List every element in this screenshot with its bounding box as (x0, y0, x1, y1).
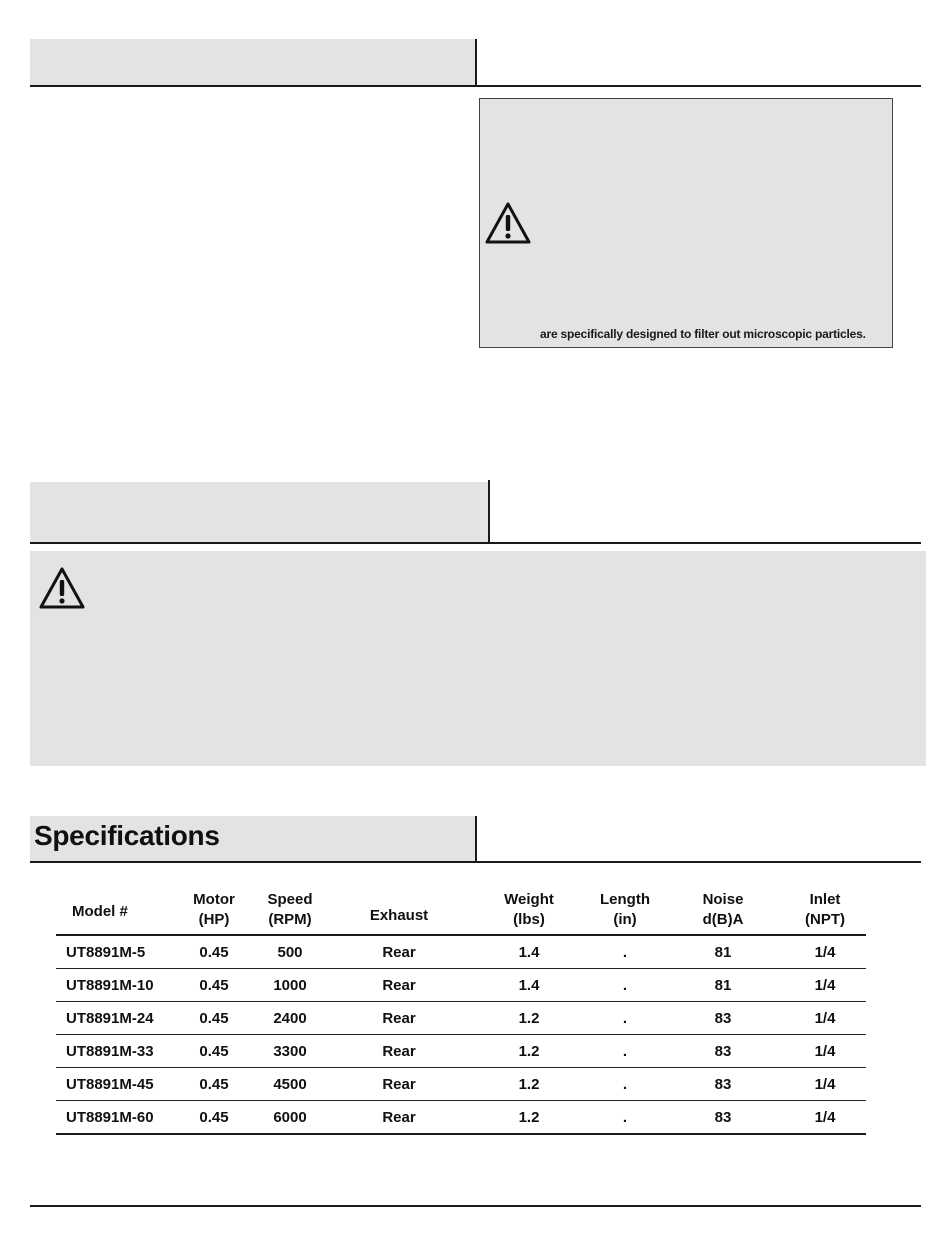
cell-exhaust: Rear (328, 1068, 470, 1101)
cell-noise: 81 (662, 935, 784, 969)
section-header-rule-2 (30, 542, 921, 544)
specifications-table (56, 890, 866, 1135)
specifications-header-rule (30, 861, 921, 863)
table-row (56, 1101, 866, 1135)
column-header-model: Model # (56, 890, 176, 935)
cell-exhaust: Rear (328, 969, 470, 1002)
cell-model: UT8891M-10 (56, 969, 176, 1002)
column-header-length: Length (in) (588, 890, 662, 935)
cell-inlet: 1/4 (784, 969, 866, 1002)
table-row (56, 1002, 866, 1035)
section-header-divider-2 (488, 480, 490, 543)
cell-weight: 1.4 (470, 935, 588, 969)
cell-length: . (588, 1068, 662, 1101)
cell-noise: 83 (662, 1101, 784, 1135)
cell-speed: 4500 (252, 1068, 328, 1101)
cell-inlet: 1/4 (784, 1068, 866, 1101)
cell-model: UT8891M-24 (56, 1002, 176, 1035)
column-header-exhaust: Exhaust (328, 890, 470, 935)
cell-noise: 83 (662, 1002, 784, 1035)
cell-weight: 1.4 (470, 969, 588, 1002)
cell-inlet: 1/4 (784, 935, 866, 969)
column-header-noise: Noise d(B)A (662, 890, 784, 935)
table-row (56, 1035, 866, 1068)
section-header-band-2 (30, 482, 489, 542)
cell-weight: 1.2 (470, 1101, 588, 1135)
cell-noise: 83 (662, 1035, 784, 1068)
cell-motor: 0.45 (176, 1002, 252, 1035)
section-header-rule-1 (30, 85, 921, 87)
column-header-motor: Motor (HP) (176, 890, 252, 935)
cell-model: UT8891M-5 (56, 935, 176, 969)
table-row (56, 935, 866, 969)
cell-length: . (588, 935, 662, 969)
section-header-divider-1 (475, 39, 477, 86)
cell-exhaust: Rear (328, 935, 470, 969)
section-header-band-1 (30, 39, 476, 86)
column-header-speed: Speed (RPM) (252, 890, 328, 935)
cell-weight: 1.2 (470, 1002, 588, 1035)
cell-speed: 2400 (252, 1002, 328, 1035)
cell-exhaust: Rear (328, 1002, 470, 1035)
column-header-inlet: Inlet (NPT) (784, 890, 866, 935)
cell-motor: 0.45 (176, 1101, 252, 1135)
cell-inlet: 1/4 (784, 1002, 866, 1035)
cell-inlet: 1/4 (784, 1101, 866, 1135)
cell-exhaust: Rear (328, 1101, 470, 1135)
cell-motor: 0.45 (176, 1035, 252, 1068)
cell-length: . (588, 1101, 662, 1135)
cell-inlet: 1/4 (784, 1035, 866, 1068)
warning-box (479, 98, 893, 348)
cell-model: UT8891M-33 (56, 1035, 176, 1068)
cell-speed: 6000 (252, 1101, 328, 1135)
cell-noise: 81 (662, 969, 784, 1002)
cell-speed: 3300 (252, 1035, 328, 1068)
cell-weight: 1.2 (470, 1068, 588, 1101)
column-header-weight: Weight (lbs) (470, 890, 588, 935)
cell-speed: 500 (252, 935, 328, 969)
cell-model: UT8891M-60 (56, 1101, 176, 1135)
cell-exhaust: Rear (328, 1035, 470, 1068)
specifications-header-divider (475, 816, 477, 862)
table-row (56, 1068, 866, 1101)
cell-length: . (588, 1002, 662, 1035)
warning-triangle-icon (38, 566, 86, 610)
cell-motor: 0.45 (176, 1068, 252, 1101)
cell-speed: 1000 (252, 969, 328, 1002)
cell-model: UT8891M-45 (56, 1068, 176, 1101)
cell-noise: 83 (662, 1068, 784, 1101)
cell-motor: 0.45 (176, 935, 252, 969)
warning-note-text: are specifically designed to filter out microscopic particles. (540, 327, 866, 341)
hazard-band (30, 551, 926, 766)
cell-motor: 0.45 (176, 969, 252, 1002)
cell-length: . (588, 969, 662, 1002)
table-row (56, 969, 866, 1002)
footer-rule (30, 1205, 921, 1207)
warning-triangle-icon (484, 201, 532, 245)
cell-weight: 1.2 (470, 1035, 588, 1068)
table-header-row (56, 890, 866, 935)
cell-length: . (588, 1035, 662, 1068)
specifications-title: Specifications (34, 820, 220, 851)
